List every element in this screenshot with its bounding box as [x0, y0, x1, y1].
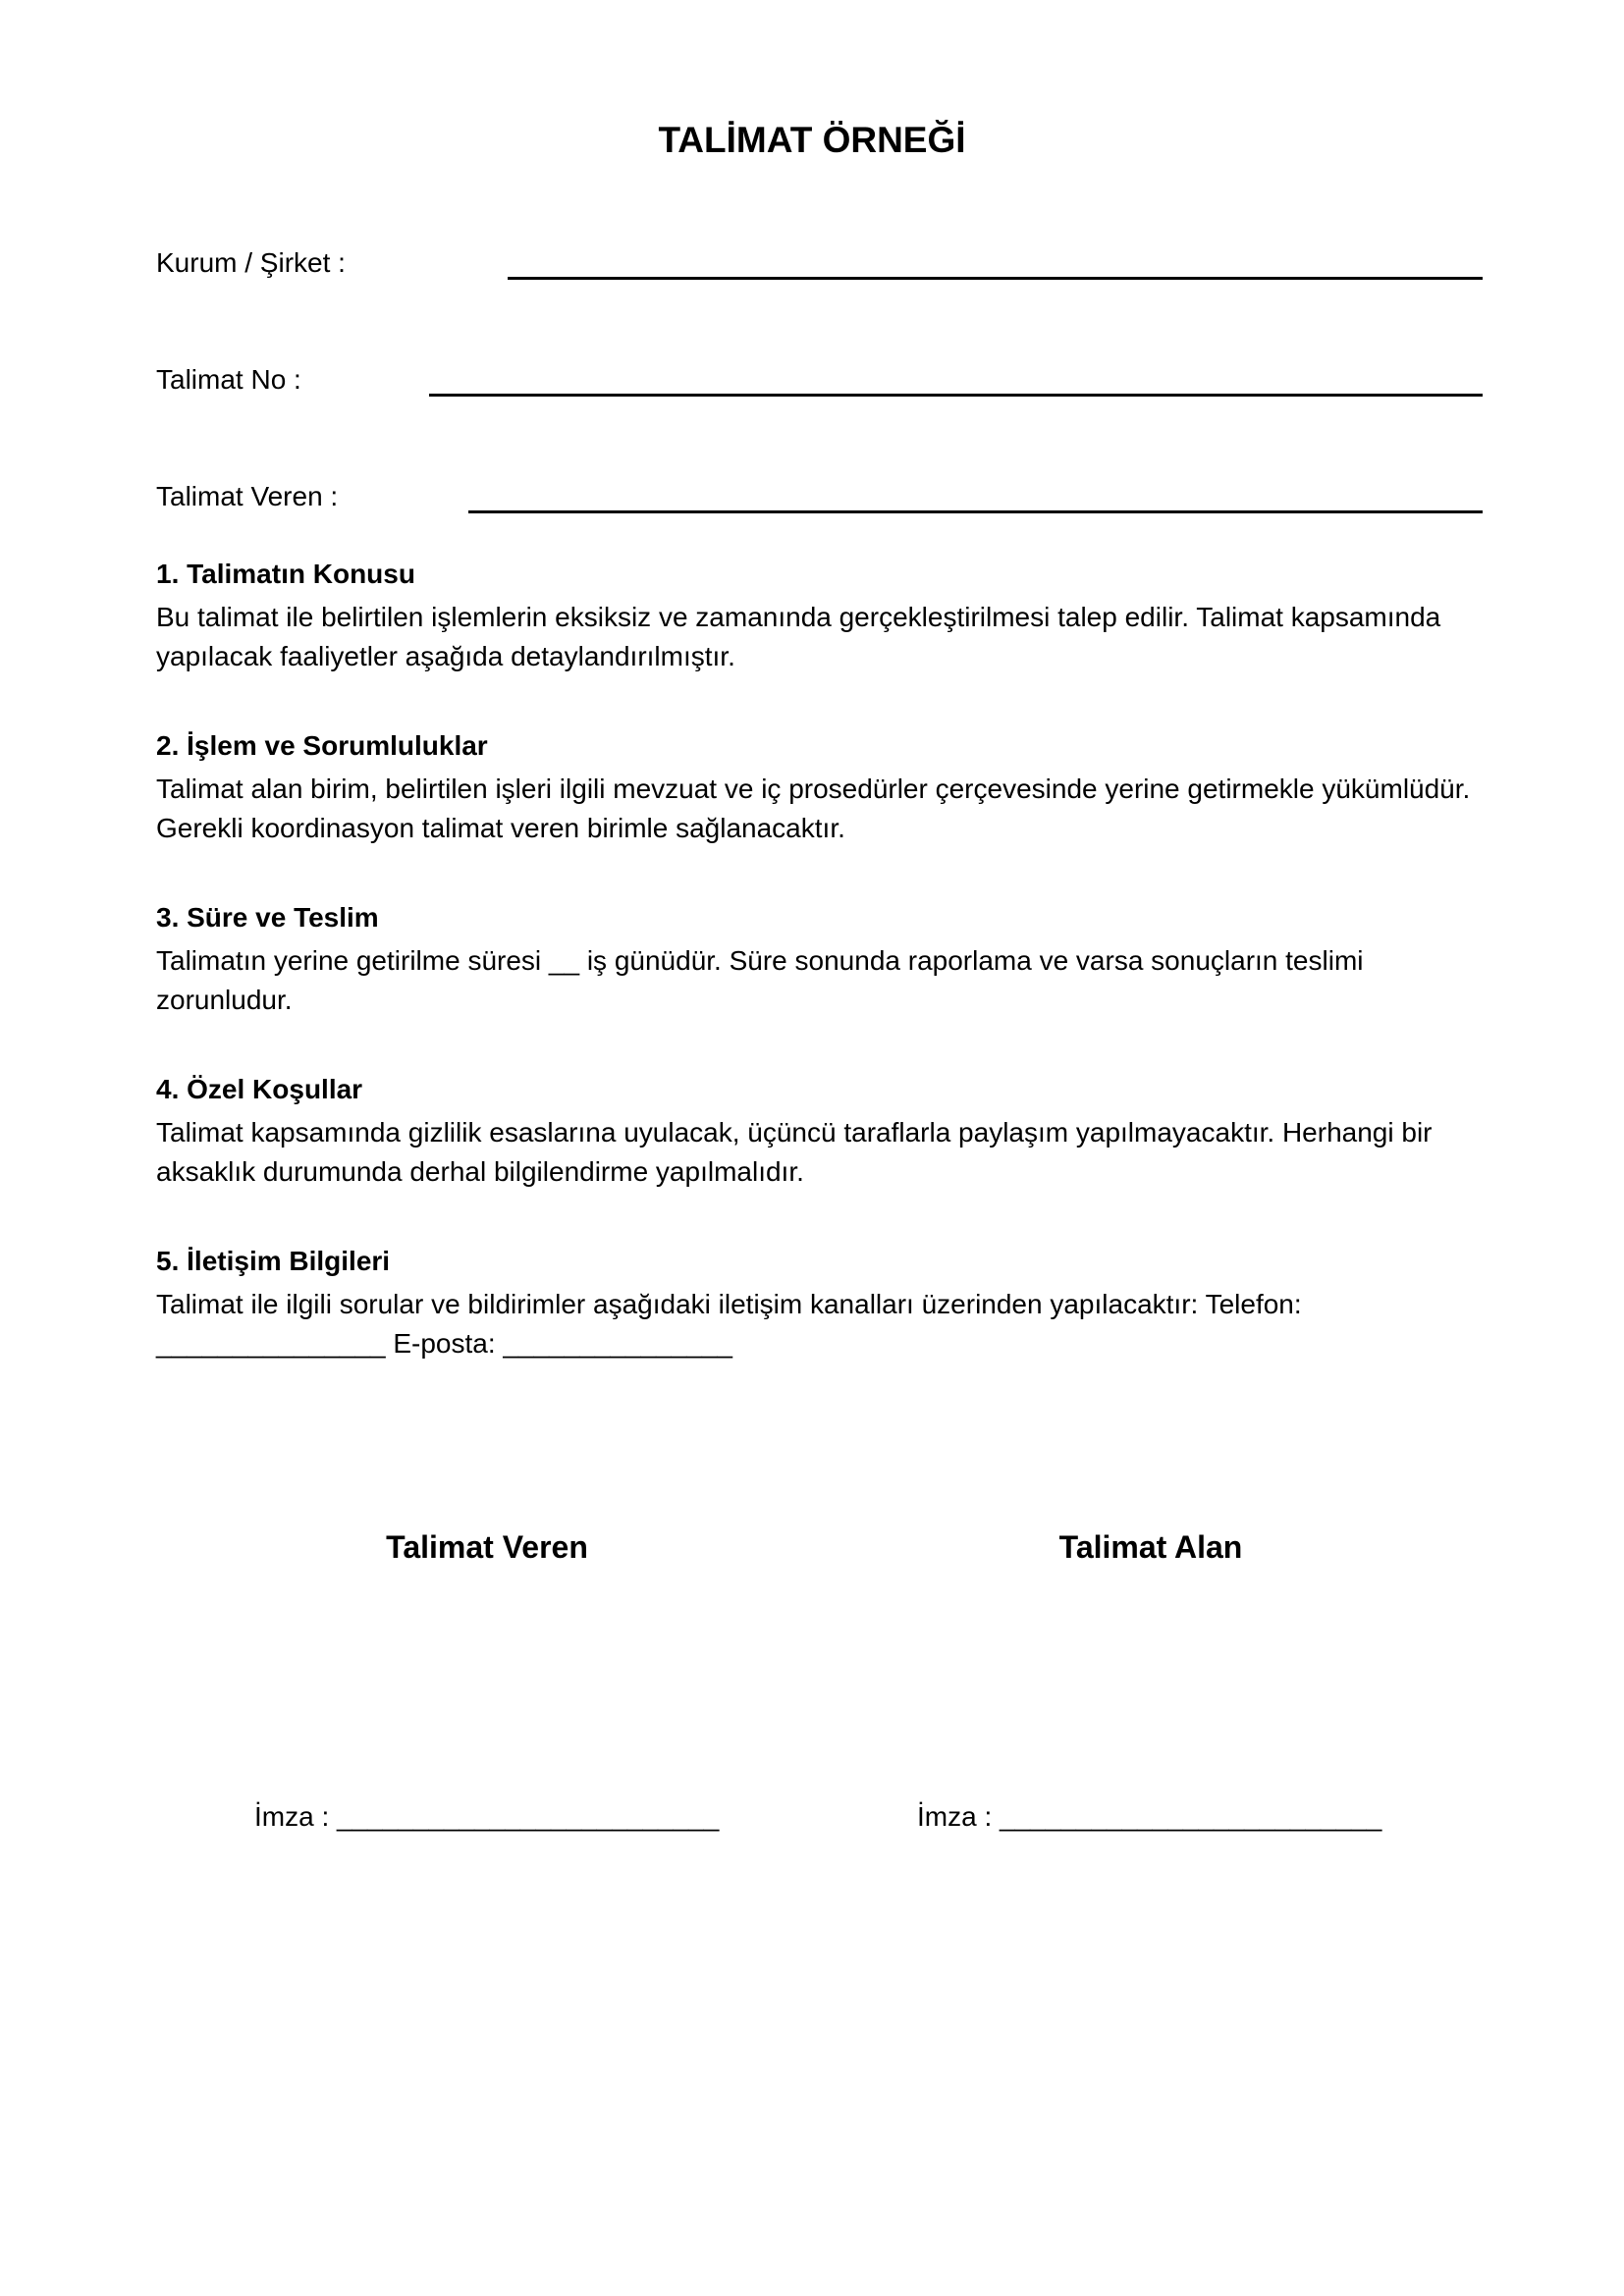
section-heading: 1. Talimatın Konusu — [156, 559, 415, 589]
field-label-kurum-sirket: Kurum / Şirket : — [156, 247, 346, 278]
signature-title-talimat-veren: Talimat Veren — [386, 1529, 588, 1565]
section-body: Talimat alan birim, belirtilen işleri ilgili mevzuat ve iç prosedürler çerçevesinde yerine getirmekle yükümlüdür. Gerekli koordinasyon talimat veren birimle sağlanacaktır. — [156, 774, 1471, 843]
section-body: Talimatın yerine getirilme süresi __ iş günüdür. Süre sonunda raporlama ve varsa sonuçların teslimi zorunludur. — [156, 945, 1364, 1015]
section-ozel-kosullar — [156, 1072, 1491, 1192]
section-talimatin-konusu — [156, 557, 1491, 676]
field-label-talimat-no: Talimat No : — [156, 364, 301, 395]
section-iletisim-bilgileri — [156, 1244, 1491, 1363]
section-body: Bu talimat ile belirtilen işlemlerin eksiksiz ve zamanında gerçekleştirilmesi talep edilir. Talimat kapsamında yapılacak faaliyetler aşağıda detaylandırılmıştır. — [156, 602, 1441, 671]
section-body: Talimat kapsamında gizlilik esaslarına uyulacak, üçüncü taraflarla paylaşım yapılmayacaktır. Herhangi bir aksaklık durumunda derhal bilgilendirme yapılmalıdır. — [156, 1117, 1433, 1187]
signature-line-talimat-veren[interactable]: İmza : _________________________ — [254, 1801, 720, 1832]
section-sure-ve-teslim — [156, 900, 1491, 1020]
section-heading: 5. İletişim Bilgileri — [156, 1246, 391, 1276]
document-title: TALİMAT ÖRNEĞİ — [658, 120, 966, 160]
section-heading: 3. Süre ve Teslim — [156, 902, 379, 933]
field-label-talimat-veren: Talimat Veren : — [156, 481, 339, 511]
section-heading: 4. Özel Koşullar — [156, 1074, 363, 1104]
section-heading: 2. İşlem ve Sorumluluklar — [156, 730, 488, 761]
field-line-kurum-sirket[interactable] — [508, 277, 1483, 280]
signature-line-talimat-alan[interactable]: İmza : _________________________ — [917, 1801, 1382, 1832]
field-line-talimat-no[interactable] — [429, 394, 1483, 397]
section-islem-ve-sorumluluklar — [156, 728, 1491, 848]
signature-title-talimat-alan: Talimat Alan — [1058, 1529, 1243, 1565]
field-line-talimat-veren[interactable] — [468, 510, 1483, 513]
section-body: Talimat ile ilgili sorular ve bildirimler aşağıdaki iletişim kanalları üzerinden yapılacaktır: Telefon: _______________ E-posta: _______________ — [156, 1289, 1302, 1359]
